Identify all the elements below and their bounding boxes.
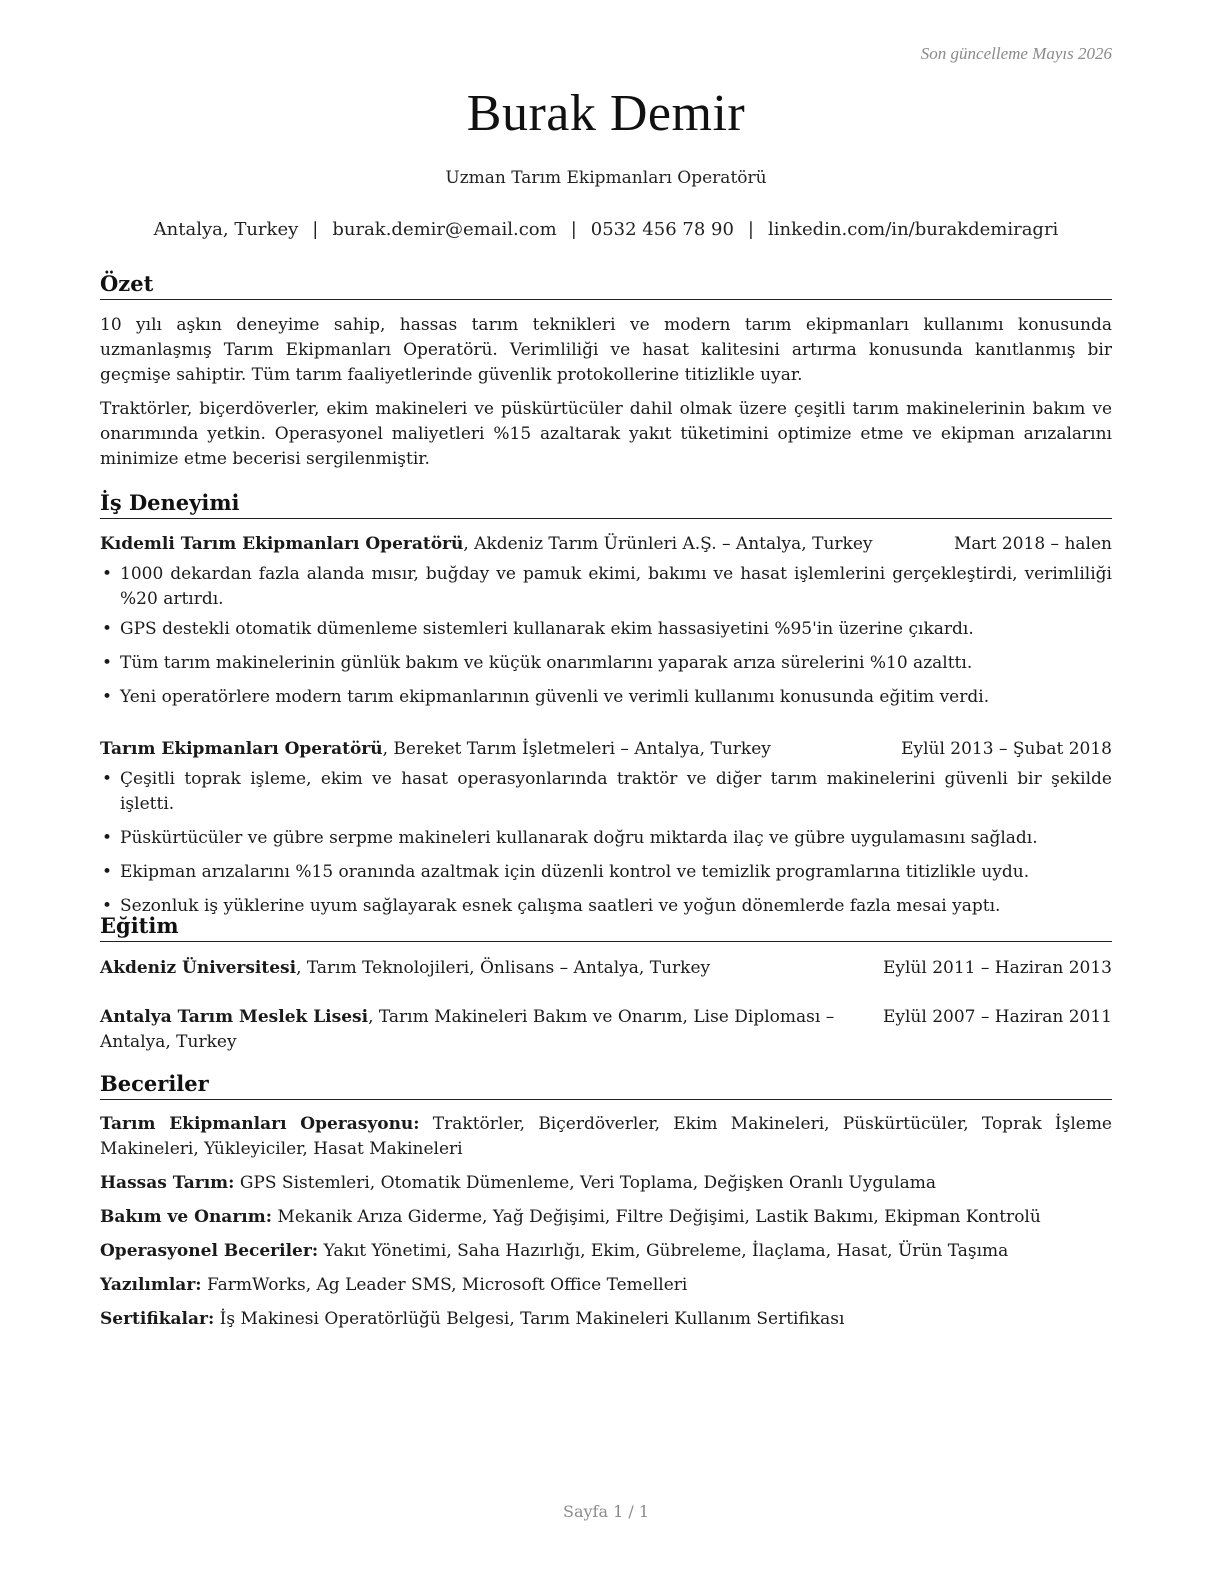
education-item (100, 1005, 1112, 1055)
bullet-text: Püskürtücüler ve gübre serpme makineleri kullanarak doğru miktarda ilaç ve gübre uygulamasını sağladı. (120, 828, 1038, 848)
bullet-item (100, 860, 1112, 885)
summary-section (100, 270, 1112, 472)
bullet-text: Çeşitli toprak işleme, ekim ve hasat operasyonlarında traktör ve diğer tarım makinelerini güvenli bir şekilde işletti. (120, 769, 1112, 814)
skill-label: Bakım ve Onarım: (100, 1207, 273, 1227)
bullet-icon: • (102, 564, 113, 584)
bullet-text: Tüm tarım makinelerinin günlük bakım ve küçük onarımlarını yaparak arıza sürelerini %10 azalttı. (120, 653, 973, 673)
bullet-icon: • (102, 828, 113, 848)
job-bullets (100, 562, 1112, 710)
job-header (100, 532, 1112, 557)
skill-label: Tarım Ekipmanları Operasyonu: (100, 1114, 420, 1134)
contact-separator: | (747, 219, 754, 240)
job-bullets (100, 767, 1112, 919)
education-item (100, 956, 1112, 981)
school-name: Antalya Tarım Meslek Lisesi (100, 1007, 369, 1027)
bullet-icon: • (102, 687, 113, 707)
education-heading: Eğitim (100, 912, 1112, 942)
skill-line (100, 1307, 1112, 1332)
page-number: Sayfa 1 / 1 (562, 1502, 649, 1521)
contact-email[interactable]: burak.demir@email.com (332, 219, 557, 240)
bullet-icon: • (102, 896, 113, 916)
resume-page (100, 0, 1112, 1584)
job-org: , Bereket Tarım İşletmeleri – Antalya, Turkey (382, 739, 771, 759)
bullet-item (100, 617, 1112, 642)
bullet-item (100, 562, 1112, 612)
bullet-icon: • (102, 769, 113, 789)
job-dates: Eylül 2013 – Şubat 2018 (901, 739, 1112, 759)
experience-section (100, 489, 1112, 919)
contact-phone: 0532 456 78 90 (590, 219, 734, 240)
contact-line (100, 219, 1112, 240)
skill-value: Traktörler, Biçerdöverler, Ekim Makineleri, Püskürtücüler, Toprak İşleme Makineleri, Yükleyiciler, Hasat Makineleri (100, 1114, 1112, 1159)
skill-value: Mekanik Arıza Giderme, Yağ Değişimi, Filtre Değişimi, Lastik Bakımı, Ekipman Kontrolü (272, 1207, 1041, 1227)
experience-heading: İş Deneyimi (100, 489, 1112, 519)
summary-heading: Özet (100, 270, 1112, 300)
bullet-item (100, 826, 1112, 851)
skill-value: FarmWorks, Ag Leader SMS, Microsoft Office Temelleri (201, 1275, 688, 1295)
education-section (100, 912, 1112, 1055)
bullet-icon: • (102, 862, 113, 882)
skill-line (100, 1171, 1112, 1196)
skill-value: GPS Sistemleri, Otomatik Dümenleme, Veri Toplama, Değişken Oranlı Uygulama (234, 1173, 937, 1193)
bullet-item (100, 685, 1112, 710)
school-detail: , Tarım Makineleri Bakım ve Onarım, Lise Diploması – (368, 1007, 835, 1027)
skill-label: Operasyonel Beceriler: (100, 1241, 319, 1261)
skill-line (100, 1273, 1112, 1298)
bullet-text: GPS destekli otomatik dümenleme sistemleri kullanarak ekim hassasiyetini %95'in üzerine çıkardı. (120, 619, 974, 639)
bullet-text: 1000 dekardan fazla alanda mısır, buğday ve pamuk ekimi, bakımı ve hasat işlemlerini gerçekleştirdi, verimliliği %20 artırdı. (120, 564, 1112, 609)
skill-line (100, 1205, 1112, 1230)
job-dates: Mart 2018 – halen (953, 534, 1112, 554)
skill-value: Yakıt Yönetimi, Saha Hazırlığı, Ekim, Gübreleme, İlaçlama, Hasat, Ürün Taşıma (318, 1241, 1009, 1261)
skill-value: İş Makinesi Operatörlüğü Belgesi, Tarım Makineleri Kullanım Sertifikası (214, 1309, 845, 1329)
bullet-icon: • (102, 619, 113, 639)
bullet-text: Sezonluk iş yüklerine uyum sağlayarak esnek çalışma saatleri ve yoğun dönemlerde fazla mesai yaptı. (120, 896, 1001, 916)
bullet-text: Ekipman arızalarını %15 oranında azaltmak için düzenli kontrol ve temizlik programlarına titizlikle uydu. (120, 862, 1030, 882)
bullet-item (100, 767, 1112, 817)
contact-location: Antalya, Turkey (153, 219, 299, 240)
job-role: Kıdemli Tarım Ekipmanları Operatörü (100, 534, 464, 554)
last-updated: Son güncelleme Mayıs 2026 (920, 44, 1112, 63)
summary-paragraph: Traktörler, biçerdöverler, ekim makineleri ve püskürtücüler dahil olmak üzere çeşitli tarım makinelerinin bakım ve onarımında yetkin. Operasyonel maliyetleri %15 azaltarak yakıt tüketimini optimize etme ve ekipman arızalarını minimize etme becerisi sergilenmiştir. (100, 399, 1112, 469)
school-location: Antalya, Turkey (100, 1032, 237, 1052)
school-name: Akdeniz Üniversitesi (100, 958, 297, 978)
contact-separator: | (312, 219, 319, 240)
skill-label: Hassas Tarım: (100, 1173, 235, 1193)
school-detail: , Tarım Teknolojileri, Önlisans – Antalya, Turkey (296, 958, 711, 978)
skill-line (100, 1112, 1112, 1162)
education-dates: Eylül 2007 – Haziran 2011 (879, 1005, 1112, 1030)
skill-label: Yazılımlar: (100, 1275, 202, 1295)
job-header (100, 737, 1112, 762)
skill-line (100, 1239, 1112, 1264)
job-role: Tarım Ekipmanları Operatörü (100, 739, 383, 759)
bullet-text: Yeni operatörlere modern tarım ekipmanlarının güvenli ve verimli kullanımı konusunda eğitim verdi. (120, 687, 990, 707)
contact-linkedin[interactable]: linkedin.com/in/burakdemiragri (768, 219, 1059, 240)
candidate-name: Burak Demir (466, 85, 746, 142)
skills-section (100, 1070, 1112, 1332)
bullet-item (100, 651, 1112, 676)
job-org: , Akdeniz Tarım Ürünleri A.Ş. – Antalya, Turkey (463, 534, 873, 554)
bullet-icon: • (102, 653, 113, 673)
summary-paragraph: 10 yılı aşkın deneyime sahip, hassas tarım teknikleri ve modern tarım ekipmanları kullanımı konusunda uzmanlaşmış Tarım Ekipmanları Operatörü. Verimliliği ve hasat kalitesini artırma konusunda kanıtlanmış bir geçmişe sahiptir. Tüm tarım faaliyetlerinde güvenlik protokollerine titizlikle uyar. (100, 315, 1112, 385)
candidate-title: Uzman Tarım Ekipmanları Operatörü (445, 168, 767, 188)
skills-heading: Beceriler (100, 1070, 1112, 1100)
education-dates: Eylül 2011 – Haziran 2013 (882, 958, 1112, 978)
contact-separator: | (570, 219, 577, 240)
skill-label: Sertifikalar: (100, 1309, 215, 1329)
